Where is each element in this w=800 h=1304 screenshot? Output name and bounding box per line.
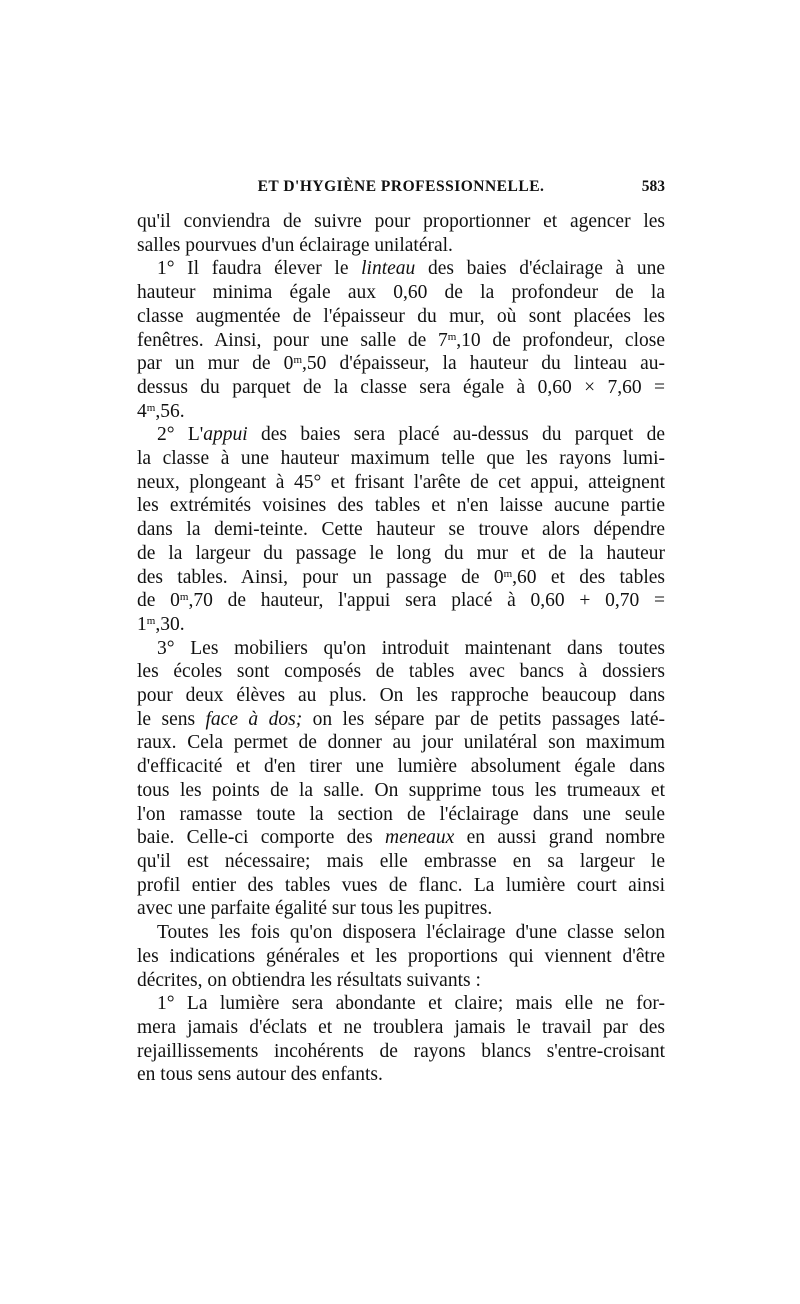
text-line: 1° La lumière sera abondante et claire; mais elle ne for- bbox=[157, 993, 665, 1015]
text-line: 3° Les mobiliers qu'on introduit maintenant dans toutes bbox=[157, 637, 665, 659]
text-line: mera jamais d'éclats et ne troublera jamais le travail par des bbox=[137, 1016, 665, 1038]
text-line: qu'il conviendra de suivre pour proportionner et agencer les bbox=[137, 211, 665, 232]
text-line: Toutes les fois qu'on disposera l'éclairage d'une classe selon bbox=[157, 922, 665, 944]
text-line: 1$^m$,30. bbox=[137, 613, 185, 635]
text-line: classe augmentée de l'épaisseur du mur, où sont placées les bbox=[137, 305, 665, 327]
text-line: l'on ramasse toute la section de l'éclairage dans une seule bbox=[137, 803, 665, 825]
text-line: hauteur minima égale aux 0,60 de la profondeur de la bbox=[137, 282, 665, 304]
text-line: salles pourvues d'un éclairage unilatéral. bbox=[137, 234, 453, 256]
text-line: neux, plongeant à 45° et frisant l'arête de cet appui, atteignent bbox=[137, 471, 665, 493]
text-line: les indications générales et les proportions qui viennent d'être bbox=[137, 945, 665, 967]
text-line: profil entier des tables vues de flanc. La lumière court ainsi bbox=[137, 874, 665, 896]
text-line: 4$^m$,56. bbox=[137, 400, 185, 422]
text-line: le sens face à dos; on les sépare par de petits passages laté- bbox=[137, 708, 665, 730]
text-line: de 0$^m$,70 de hauteur, l'appui sera placé à 0,60 + 0,70 = bbox=[137, 590, 665, 612]
text-line: dans la demi-teinte. Cette hauteur se trouve alors dépendre bbox=[137, 519, 665, 541]
text-line: fenêtres. Ainsi, pour une salle de 7$^m$,10 de profondeur, close bbox=[137, 329, 665, 351]
text-line: rejaillissements incohérents de rayons blancs s'entre-croisant bbox=[137, 1040, 665, 1062]
text-line: pour deux élèves au plus. On les rapproche beaucoup dans bbox=[137, 685, 665, 707]
text-line: des tables. Ainsi, pour un passage de 0$^m$,60 et des tables bbox=[137, 566, 665, 588]
text-line: d'efficacité et d'en tirer une lumière absolument égale dans bbox=[137, 756, 665, 778]
text-line: la classe à une hauteur maximum telle que les rayons lumi- bbox=[137, 448, 665, 470]
running-header bbox=[137, 178, 665, 200]
text-line: raux. Cela permet de donner au jour unilatéral son maximum bbox=[137, 732, 665, 754]
text-line: les écoles sont composés de tables avec bancs à dossiers bbox=[137, 661, 665, 683]
text-line: avec une parfaite égalité sur tous les pupitres. bbox=[137, 898, 493, 920]
text-line: tous les points de la salle. On supprime tous les trumeaux et bbox=[137, 779, 665, 801]
text-line: en tous sens autour des enfants. bbox=[137, 1064, 383, 1086]
body-text bbox=[137, 210, 665, 1087]
text-line: les extrémités voisines des tables et n'en laisse aucune partie bbox=[137, 495, 665, 517]
text-line: par un mur de 0$^m$,50 d'épaisseur, la hauteur du linteau au- bbox=[137, 353, 665, 375]
text-line: décrites, on obtiendra les résultats suivants : bbox=[137, 969, 481, 991]
text-line: qu'il est nécessaire; mais elle embrasse en sa largeur le bbox=[137, 850, 665, 872]
running-title: ET D'HYGIÈNE PROFESSIONNELLE. bbox=[257, 178, 545, 195]
text-line: dessus du parquet de la classe sera égale à 0,60 × 7,60 = bbox=[137, 376, 665, 398]
text-line: de la largeur du passage le long du mur et de la hauteur bbox=[137, 542, 665, 564]
text-line: 1° Il faudra élever le linteau des baies d'éclairage à une bbox=[157, 258, 665, 280]
text-line: baie. Celle-ci comporte des meneaux en aussi grand nombre bbox=[137, 827, 665, 849]
page-number: 583 bbox=[641, 178, 665, 195]
text-line: 2° L'appui des baies sera placé au-dessus du parquet de bbox=[157, 424, 665, 446]
